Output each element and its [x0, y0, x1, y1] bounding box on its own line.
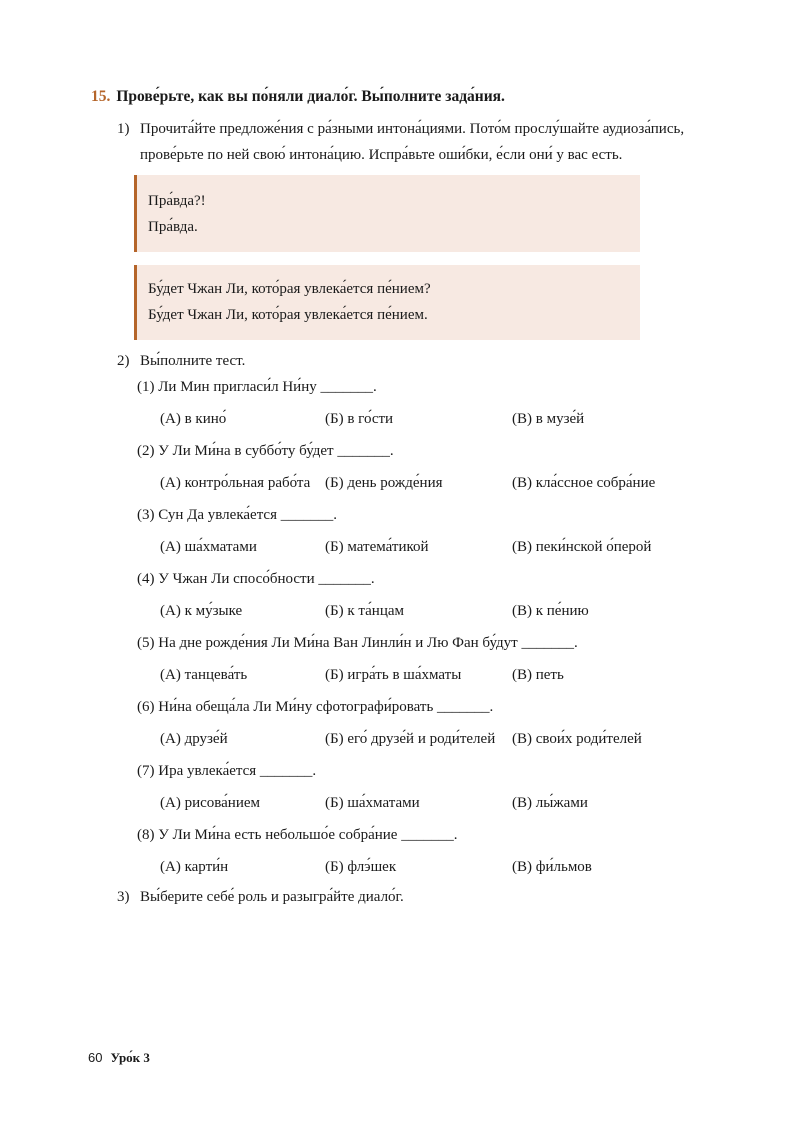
answer-option: (А) в кино́	[160, 411, 227, 427]
page-footer	[88, 1050, 150, 1066]
question-text: (1) Ли Мин пригласи́л Ни́ну _______.	[137, 379, 377, 395]
task2-text: Вы́полните тест.	[140, 353, 246, 369]
answer-option: (Б) к та́нцам	[325, 603, 404, 619]
task1-line: прове́рьте по ней свою́ интона́цию. Испра́вьте оши́бки, е́сли они́ у вас есть.	[140, 147, 623, 163]
box-line: Пра́вда?!	[148, 193, 206, 209]
task3-text: Вы́берите себе́ роль и разыгра́йте диало́г.	[140, 889, 404, 905]
box-line: Бу́дет Чжан Ли, кото́рая увлека́ется пе́нием?	[148, 281, 431, 297]
task1-marker: 1)	[117, 121, 130, 137]
exercise-title-text: Прове́рьте, как вы по́няли диало́г. Вы́полните зада́ния.	[116, 88, 505, 105]
answer-option: (А) друзе́й	[160, 731, 228, 747]
box-line: Пра́вда.	[148, 219, 198, 235]
task3-marker: 3)	[117, 889, 130, 905]
box-line: Бу́дет Чжан Ли, кото́рая увлека́ется пе́нием.	[148, 307, 428, 323]
answer-option: (В) к пе́нию	[512, 603, 589, 619]
answer-option: (Б) в го́сти	[325, 411, 394, 427]
question-text: (8) У Ли Ми́на есть небольшо́е собра́ние _______.	[137, 827, 458, 843]
answer-option: (В) лы́жами	[512, 795, 588, 811]
answer-option: (А) ша́хматами	[160, 539, 257, 555]
question-text: (2) У Ли Ми́на в суббо́ту бу́дет _______.	[137, 443, 394, 459]
answer-option: (А) рисова́нием	[160, 795, 261, 811]
answer-option: (Б) его́ друзе́й и роди́телей	[325, 731, 496, 747]
answer-option: (В) пеки́нской о́перой	[512, 539, 652, 555]
intonation-box	[134, 175, 640, 252]
question-text: (4) У Чжан Ли спосо́бности _______.	[137, 571, 375, 587]
answer-option: (В) кла́ссное собра́ние	[512, 475, 656, 491]
answer-option: (Б) ша́хматами	[325, 795, 420, 811]
answer-option: (Б) игра́ть в ша́хматы	[325, 667, 462, 683]
question-text: (5) На дне рожде́ния Ли Ми́на Ван Линли́н и Лю Фан бу́дут _______.	[137, 635, 578, 651]
answer-option: (В) петь	[512, 667, 564, 683]
answer-option: (Б) флэ́шек	[325, 859, 397, 875]
question-text: (6) Ни́на обеща́ла Ли Ми́ну сфотографи́ровать _______.	[137, 699, 494, 715]
exercise-title	[91, 88, 505, 106]
answer-option: (А) к му́зыке	[160, 603, 243, 619]
task1-line: Прочита́йте предложе́ния с ра́зными интона́циями. Пото́м прослу́шайте аудиоза́пись,	[140, 121, 685, 137]
question-text: (3) Сун Да увлека́ется _______.	[137, 507, 337, 523]
answer-option: (В) фи́льмов	[512, 859, 592, 875]
exercise-number: 15.	[91, 88, 111, 105]
intonation-box	[134, 265, 640, 340]
task2-marker: 2)	[117, 353, 130, 369]
answer-option: (Б) день рожде́ния	[325, 475, 443, 491]
page-number: 60	[88, 1050, 103, 1065]
answer-option: (В) свои́х роди́телей	[512, 731, 642, 747]
answer-option: (Б) матема́тикой	[325, 539, 429, 555]
lesson-label: Уро́к 3	[110, 1050, 150, 1065]
answer-option: (А) танцева́ть	[160, 667, 248, 683]
answer-option: (А) контро́льная рабо́та	[160, 475, 311, 491]
answer-option: (А) карти́н	[160, 859, 229, 875]
answer-option: (В) в музе́й	[512, 411, 585, 427]
question-text: (7) Ира увлека́ется _______.	[137, 763, 317, 779]
